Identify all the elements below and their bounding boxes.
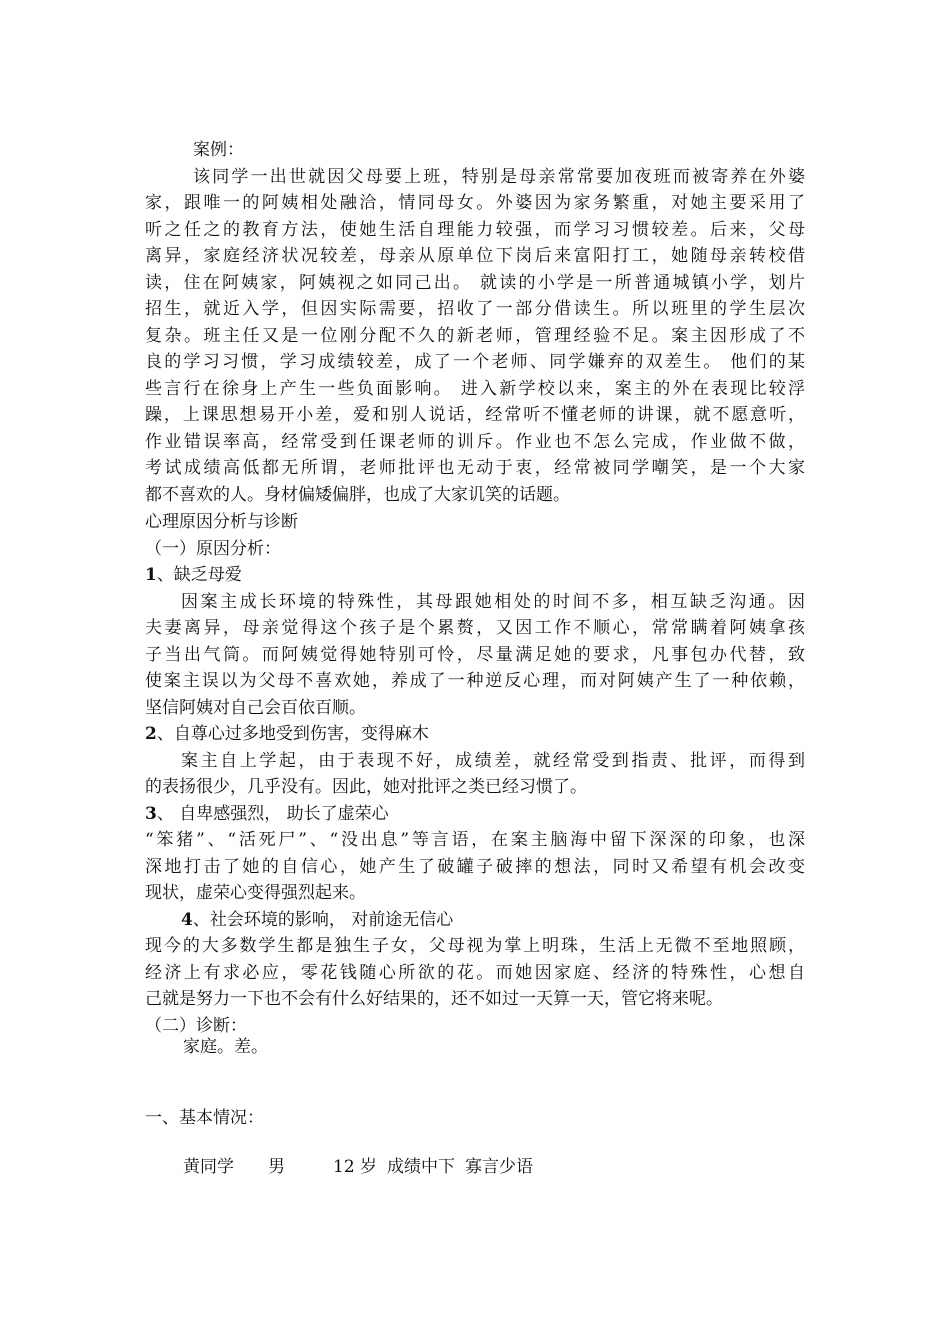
case-line: 复杂。班主任又是一位刚分配不久的新老师，管理经验不足。案主因形成了不	[145, 325, 805, 346]
item-heading	[145, 562, 805, 589]
item-number: 4	[181, 909, 193, 930]
basic-section	[145, 1105, 805, 1132]
item-line: 深地打击了她的自信心，她产生了破罐子破摔的想法，同时又希望有机会改变	[145, 856, 805, 877]
basic-info-row	[145, 1154, 805, 1181]
analysis-section	[145, 509, 805, 1039]
case-line: 都不喜欢的人。身材偏矮偏胖，也成了大家讥笑的话题。	[145, 484, 570, 505]
item-line: 夫妻离异，母亲觉得这个孩子是个累赘，又因工作不顺心，常常瞒着阿姨拿孩	[145, 618, 805, 638]
case-line: 作业错误率高，经常受到任课老师的训斥。作业也不怎么完成，作业做不做，	[145, 431, 805, 452]
item-number: 3	[145, 803, 157, 824]
student-personality: 寡言少语	[465, 1157, 534, 1177]
item-heading	[145, 801, 805, 828]
case-line: 些言行在徐身上产生一些负面影响。 进入新学校以来，案主的外在表现比较浮	[145, 378, 805, 399]
student-age: 12 岁	[333, 1157, 378, 1177]
item-title: 、社会环境的影响， 对前途无信心	[192, 909, 454, 930]
case-line: 该同学一出世就因父母要上班，特别是母亲常常要加夜班而被寄养在外婆	[193, 166, 805, 187]
item-line: 因案主成长环境的特殊性，其母跟她相处的时间不多，相互缺乏沟通。因	[181, 591, 805, 612]
item-line: 的表扬很少，几乎没有。因此，她对批评之类已经习惯了。	[145, 777, 587, 797]
case-line: 良的学习习惯，学习成绩较差，成了一个老师、同学嫌弃的双差生。 他们的某	[145, 352, 805, 372]
item-line: 案主自上学起，由于表现不好，成绩差，就经常受到指责、批评，而得到	[181, 750, 805, 771]
analysis-heading: 心理原因分析与诊断	[145, 512, 298, 532]
case-line: 招生，就近入学，但因实际需要，招收了一部分借读生。所以班里的学生层次	[145, 299, 805, 319]
basic-info-line	[183, 1154, 805, 1181]
case-line: 躁，上课思想易开小差，爱和别人说话，经常听不懂老师的讲课，就不愿意听，	[145, 405, 805, 425]
item-title: 、缺乏母爱	[156, 565, 242, 585]
analysis-subheading: （一）原因分析：	[145, 538, 281, 559]
item-number: 2	[145, 724, 157, 744]
item-title: 、自尊心过多地受到伤害，变得麻木	[156, 724, 429, 744]
student-gender: 男	[268, 1157, 285, 1177]
item-heading	[145, 721, 805, 748]
case-line: 家，跟唯一的阿姨相处融洽，情同母女。外婆因为家务繁重，对她主要采用了	[145, 193, 805, 213]
item-line: 己就是努力一下也不会有什么好结果的，还不如过一天算一天，管它将来呢。	[145, 989, 723, 1009]
item-number: 1	[145, 565, 157, 585]
item-line: 经济上有求必应，零花钱随心所欲的花。而她因家庭、经济的特殊性，心想自	[145, 962, 805, 983]
item-line: 子当出气筒。而阿姨觉得她特别可怜，尽量满足她的要求，凡事包办代替，致	[145, 644, 805, 665]
case-line: 离异，家庭经济状况较差，母亲从原单位下岗后来富阳打工，她随母亲转校借	[145, 246, 805, 266]
item-line: “笨猪”、“活死尸”、“没出息”等言语，在案主脑海中留下深深的印象，也深	[145, 830, 805, 850]
student-name: 黄同学	[183, 1157, 234, 1177]
item-line: 现今的大多数学生都是独生子女，父母视为掌上明珠，生活上无微不至地照顾，	[145, 936, 805, 956]
case-line: 考试成绩高低都无所谓，老师批评也无动于衷，经常被同学嘲笑，是一个大家	[145, 458, 805, 478]
diagnosis-text: 家庭。差。	[183, 1037, 268, 1057]
item-heading	[145, 907, 805, 934]
item-line: 使案主误以为父母不喜欢她，养成了一种逆反心理，而对阿姨产生了一种依赖，	[145, 671, 805, 691]
case-line: 读，住在阿姨家，阿姨视之如同己出。 就读的小学是一所普通城镇小学，划片	[145, 272, 805, 293]
item-line: 现状，虚荣心变得强烈起来。	[145, 883, 366, 903]
student-grade: 成绩中下	[387, 1157, 456, 1177]
diagnosis-subheading: （二）诊断：	[145, 1015, 247, 1036]
item-line: 坚信阿姨对自己会百依百顺。	[145, 697, 366, 718]
case-section	[145, 137, 805, 508]
case-label: 案例：	[193, 140, 244, 160]
item-title: 、 自卑感强烈， 助长了虚荣心	[156, 803, 389, 824]
basic-heading: 一、基本情况：	[145, 1108, 264, 1128]
case-line: 听之任之的教育方法，使她生活自理能力较强，而学习习惯较差。后来，父母	[145, 219, 805, 240]
diagnosis-text-block	[145, 1034, 805, 1061]
